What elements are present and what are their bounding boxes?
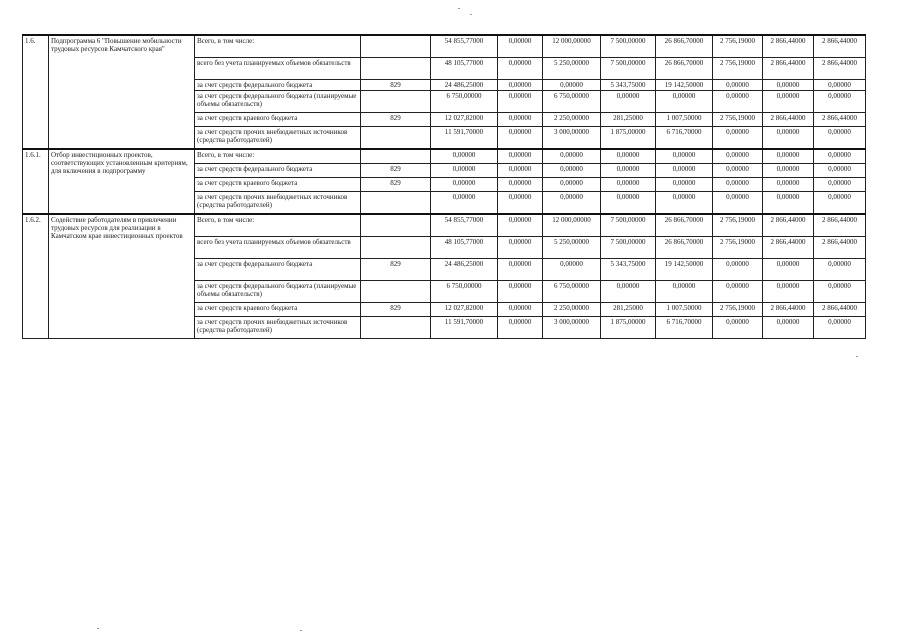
amount-cell: 0,00000 [431, 164, 498, 178]
budget-code [361, 35, 431, 58]
scan-speck [458, 8, 460, 9]
amount-cell: 24 486,25000 [431, 259, 498, 281]
amount-cell: 2 866,44000 [814, 303, 866, 317]
amount-cell: 12 000,00000 [543, 35, 601, 58]
funding-source: за счет средств прочих внебюджетных источников (средства работодателей) [195, 192, 361, 215]
amount-cell: 48 105,77000 [431, 58, 498, 80]
amount-cell: 0,00000 [498, 127, 543, 150]
amount-cell: 0,00000 [713, 281, 763, 303]
amount-cell: 1 875,00000 [601, 317, 656, 339]
amount-cell: 0,00000 [763, 192, 814, 215]
amount-cell: 0,00000 [656, 164, 713, 178]
amount-cell: 0,00000 [656, 91, 713, 113]
amount-cell: 1 007,50000 [656, 113, 713, 127]
funding-source: за счет средств прочих внебюджетных источников (средства работодателей) [195, 317, 361, 339]
budget-code [361, 91, 431, 113]
amount-cell: 2 756,19000 [713, 303, 763, 317]
amount-cell: 2 866,44000 [814, 214, 866, 237]
amount-cell: 2 866,44000 [763, 35, 814, 58]
amount-cell: 0,00000 [814, 192, 866, 215]
amount-cell: 0,00000 [601, 164, 656, 178]
amount-cell: 0,00000 [814, 259, 866, 281]
amount-cell: 26 866,70000 [656, 58, 713, 80]
scan-speck [856, 356, 858, 357]
section-name: Содействие работодателям в привлечении трудовых ресурсов для реализации в Камчатском крае инвестиционных проектов [49, 214, 195, 339]
amount-cell: 0,00000 [814, 317, 866, 339]
amount-cell: 0,00000 [814, 149, 866, 164]
amount-cell: 26 866,70000 [656, 214, 713, 237]
amount-cell: 0,00000 [543, 259, 601, 281]
amount-cell: 12 027,82000 [431, 113, 498, 127]
amount-cell: 2 250,00000 [543, 303, 601, 317]
amount-cell: 0,00000 [498, 192, 543, 215]
amount-cell: 2 866,44000 [814, 237, 866, 259]
amount-cell: 0,00000 [498, 214, 543, 237]
amount-cell: 0,00000 [601, 178, 656, 192]
budget-code [361, 214, 431, 237]
section-name: Подпрограмма 6 "Повышение мобильности трудовых ресурсов Камчатского края" [49, 35, 195, 149]
amount-cell: 0,00000 [498, 237, 543, 259]
amount-cell: 54 855,77000 [431, 214, 498, 237]
amount-cell: 2 250,00000 [543, 113, 601, 127]
amount-cell: 0,00000 [601, 281, 656, 303]
budget-code: 829 [361, 303, 431, 317]
amount-cell: 6 716,70000 [656, 317, 713, 339]
amount-cell: 12 027,82000 [431, 303, 498, 317]
amount-cell: 5 250,00000 [543, 58, 601, 80]
amount-cell: 0,00000 [498, 178, 543, 192]
scan-speck [470, 14, 472, 15]
amount-cell: 2 866,44000 [763, 214, 814, 237]
amount-cell: 19 142,50000 [656, 259, 713, 281]
budget-code [361, 281, 431, 303]
amount-cell: 0,00000 [498, 317, 543, 339]
funding-source: за счет средств федерального бюджета (планируемые объемы обязательств) [195, 91, 361, 113]
amount-cell: 0,00000 [498, 80, 543, 91]
funding-source: Всего, в том числе: [195, 149, 361, 164]
table-row [23, 214, 866, 237]
amount-cell: 6 750,00000 [431, 281, 498, 303]
amount-cell: 0,00000 [431, 192, 498, 215]
amount-cell: 0,00000 [763, 127, 814, 150]
scan-speck [300, 630, 302, 631]
budget-table-body [23, 35, 866, 339]
amount-cell: 0,00000 [763, 259, 814, 281]
amount-cell: 0,00000 [656, 281, 713, 303]
amount-cell: 24 486,25000 [431, 80, 498, 91]
funding-source: всего без учета планируемых объемов обязательств [195, 58, 361, 80]
amount-cell: 0,00000 [713, 178, 763, 192]
amount-cell: 54 855,77000 [431, 35, 498, 58]
amount-cell: 2 866,44000 [763, 303, 814, 317]
amount-cell: 7 500,00000 [601, 58, 656, 80]
amount-cell: 0,00000 [763, 149, 814, 164]
budget-code [361, 317, 431, 339]
amount-cell: 5 343,75000 [601, 259, 656, 281]
amount-cell: 7 500,00000 [601, 237, 656, 259]
funding-source: всего без учета планируемых объемов обязательств [195, 237, 361, 259]
amount-cell: 12 000,00000 [543, 214, 601, 237]
amount-cell: 6 750,00000 [543, 281, 601, 303]
scan-speck [97, 628, 99, 629]
amount-cell: 0,00000 [431, 178, 498, 192]
amount-cell: 0,00000 [543, 192, 601, 215]
amount-cell: 7 500,00000 [601, 35, 656, 58]
amount-cell: 0,00000 [713, 91, 763, 113]
amount-cell: 2 866,44000 [763, 113, 814, 127]
amount-cell: 0,00000 [814, 127, 866, 150]
amount-cell: 2 756,19000 [713, 113, 763, 127]
amount-cell: 0,00000 [498, 149, 543, 164]
amount-cell: 0,00000 [656, 178, 713, 192]
amount-cell: 0,00000 [763, 164, 814, 178]
amount-cell: 0,00000 [713, 127, 763, 150]
amount-cell: 1 007,50000 [656, 303, 713, 317]
amount-cell: 0,00000 [814, 91, 866, 113]
funding-source: за счет средств федерального бюджета (планируемые объемы обязательств) [195, 281, 361, 303]
amount-cell: 0,00000 [814, 164, 866, 178]
amount-cell: 0,00000 [498, 91, 543, 113]
amount-cell: 0,00000 [543, 178, 601, 192]
amount-cell: 0,00000 [814, 281, 866, 303]
amount-cell: 0,00000 [498, 259, 543, 281]
amount-cell: 5 250,00000 [543, 237, 601, 259]
amount-cell: 2 756,19000 [713, 35, 763, 58]
document-page [22, 34, 865, 339]
budget-code: 829 [361, 113, 431, 127]
amount-cell: 11 591,70000 [431, 127, 498, 150]
funding-source: за счет средств федерального бюджета [195, 80, 361, 91]
amount-cell: 0,00000 [713, 149, 763, 164]
amount-cell: 26 866,70000 [656, 237, 713, 259]
budget-code: 829 [361, 164, 431, 178]
budget-code [361, 149, 431, 164]
amount-cell: 6 716,70000 [656, 127, 713, 150]
amount-cell: 0,00000 [713, 317, 763, 339]
amount-cell: 0,00000 [814, 178, 866, 192]
amount-cell: 0,00000 [713, 164, 763, 178]
section-index: 1.6.2. [23, 214, 49, 339]
amount-cell: 0,00000 [656, 149, 713, 164]
amount-cell: 26 866,70000 [656, 35, 713, 58]
budget-code: 829 [361, 178, 431, 192]
funding-source: за счет средств федерального бюджета [195, 164, 361, 178]
funding-source: за счет средств федерального бюджета [195, 259, 361, 281]
amount-cell: 0,00000 [543, 149, 601, 164]
amount-cell: 0,00000 [543, 80, 601, 91]
section-index: 1.6.1. [23, 149, 49, 214]
amount-cell: 0,00000 [763, 317, 814, 339]
amount-cell: 0,00000 [763, 178, 814, 192]
section-name: Отбор инвестиционных проектов, соответствующих установленным критериям, для включения в подпрограмму [49, 149, 195, 214]
budget-code [361, 127, 431, 150]
amount-cell: 0,00000 [498, 35, 543, 58]
funding-source: за счет средств краевого бюджета [195, 303, 361, 317]
amount-cell: 3 000,00000 [543, 127, 601, 150]
amount-cell: 7 500,00000 [601, 214, 656, 237]
amount-cell: 281,25000 [601, 113, 656, 127]
amount-cell: 2 756,19000 [713, 58, 763, 80]
funding-source: за счет средств краевого бюджета [195, 178, 361, 192]
funding-source: Всего, в том числе: [195, 35, 361, 58]
budget-code: 829 [361, 80, 431, 91]
amount-cell: 2 866,44000 [814, 35, 866, 58]
amount-cell: 2 866,44000 [814, 113, 866, 127]
amount-cell: 0,00000 [763, 91, 814, 113]
section-index: 1.6. [23, 35, 49, 149]
amount-cell: 2 866,44000 [814, 58, 866, 80]
amount-cell: 2 866,44000 [763, 58, 814, 80]
amount-cell: 0,00000 [601, 91, 656, 113]
amount-cell: 0,00000 [543, 164, 601, 178]
amount-cell: 2 756,19000 [713, 237, 763, 259]
amount-cell: 0,00000 [498, 113, 543, 127]
amount-cell: 0,00000 [713, 259, 763, 281]
amount-cell: 6 750,00000 [431, 91, 498, 113]
amount-cell: 0,00000 [431, 149, 498, 164]
table-row [23, 35, 866, 58]
amount-cell: 0,00000 [498, 58, 543, 80]
budget-code [361, 192, 431, 215]
amount-cell: 6 750,00000 [543, 91, 601, 113]
amount-cell: 19 142,50000 [656, 80, 713, 91]
amount-cell: 0,00000 [498, 164, 543, 178]
amount-cell: 0,00000 [498, 303, 543, 317]
amount-cell: 0,00000 [763, 281, 814, 303]
amount-cell: 281,25000 [601, 303, 656, 317]
amount-cell: 0,00000 [601, 192, 656, 215]
amount-cell: 11 591,70000 [431, 317, 498, 339]
amount-cell: 0,00000 [713, 80, 763, 91]
budget-table [22, 34, 866, 339]
amount-cell: 3 000,00000 [543, 317, 601, 339]
amount-cell: 0,00000 [601, 149, 656, 164]
amount-cell: 0,00000 [498, 281, 543, 303]
amount-cell: 2 756,19000 [713, 214, 763, 237]
amount-cell: 2 866,44000 [763, 237, 814, 259]
table-row [23, 149, 866, 164]
funding-source: Всего, в том числе: [195, 214, 361, 237]
amount-cell: 0,00000 [814, 80, 866, 91]
budget-code [361, 237, 431, 259]
budget-code [361, 58, 431, 80]
amount-cell: 48 105,77000 [431, 237, 498, 259]
amount-cell: 5 343,75000 [601, 80, 656, 91]
amount-cell: 0,00000 [713, 192, 763, 215]
funding-source: за счет средств краевого бюджета [195, 113, 361, 127]
budget-code: 829 [361, 259, 431, 281]
funding-source: за счет средств прочих внебюджетных источников (средства работодателей) [195, 127, 361, 150]
amount-cell: 0,00000 [656, 192, 713, 215]
amount-cell: 0,00000 [763, 80, 814, 91]
amount-cell: 1 875,00000 [601, 127, 656, 150]
